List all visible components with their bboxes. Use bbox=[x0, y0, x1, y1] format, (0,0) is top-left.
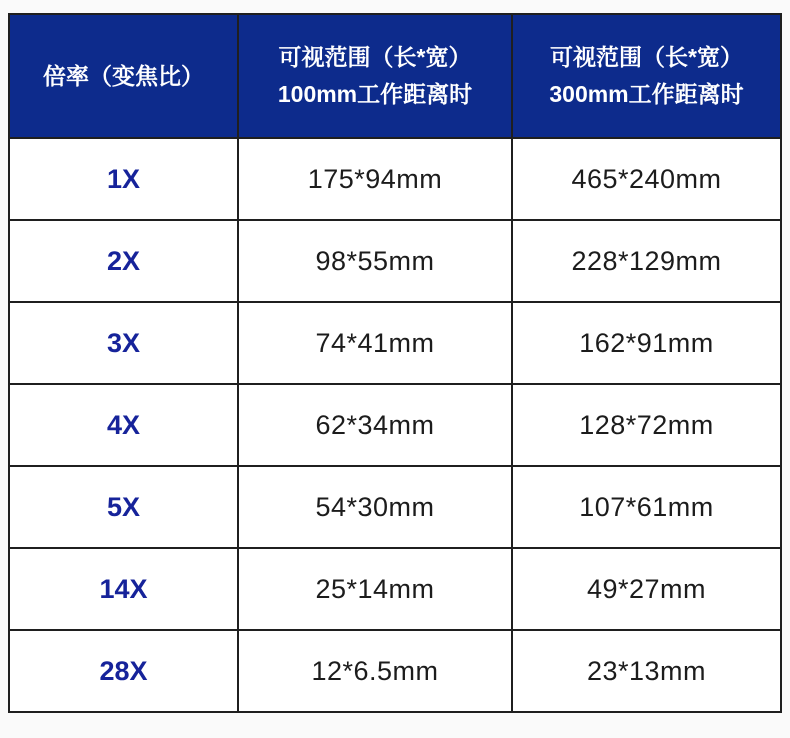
header-cell-range-300mm bbox=[513, 15, 780, 137]
range-300mm-cell: 49*27mm bbox=[513, 549, 780, 629]
range-300mm-cell: 128*72mm bbox=[513, 385, 780, 465]
range-300mm-cell: 107*61mm bbox=[513, 467, 780, 547]
header-label-range-100mm-line2: 100mm工作距离时 bbox=[277, 81, 473, 107]
range-100mm-cell: 175*94mm bbox=[239, 139, 511, 219]
header-label-magnification: 倍率（变焦比） bbox=[43, 62, 204, 89]
range-100mm-cell: 54*30mm bbox=[239, 467, 511, 547]
range-300mm-cell: 23*13mm bbox=[513, 631, 780, 711]
header-label-range-300mm-line1: 可视范围（长*宽） bbox=[550, 44, 743, 70]
range-300mm-cell: 162*91mm bbox=[513, 303, 780, 383]
range-100mm-cell: 74*41mm bbox=[239, 303, 511, 383]
range-100mm-cell: 12*6.5mm bbox=[239, 631, 511, 711]
magnification-cell: 28X bbox=[10, 631, 237, 711]
range-100mm-cell: 25*14mm bbox=[239, 549, 511, 629]
magnification-cell: 14X bbox=[10, 549, 237, 629]
magnification-cell: 5X bbox=[10, 467, 237, 547]
magnification-cell: 1X bbox=[10, 139, 237, 219]
header-cell-range-100mm bbox=[239, 15, 511, 137]
magnification-cell: 4X bbox=[10, 385, 237, 465]
header-label-range-100mm-line1: 可视范围（长*宽） bbox=[278, 44, 472, 70]
magnification-cell: 3X bbox=[10, 303, 237, 383]
range-100mm-cell: 98*55mm bbox=[239, 221, 511, 301]
range-300mm-cell: 465*240mm bbox=[513, 139, 780, 219]
range-300mm-cell: 228*129mm bbox=[513, 221, 780, 301]
header-label-range-300mm-line2: 300mm工作距离时 bbox=[549, 81, 744, 107]
spec-table bbox=[8, 13, 782, 713]
range-100mm-cell: 62*34mm bbox=[239, 385, 511, 465]
header-cell-magnification bbox=[10, 15, 237, 137]
magnification-cell: 2X bbox=[10, 221, 237, 301]
